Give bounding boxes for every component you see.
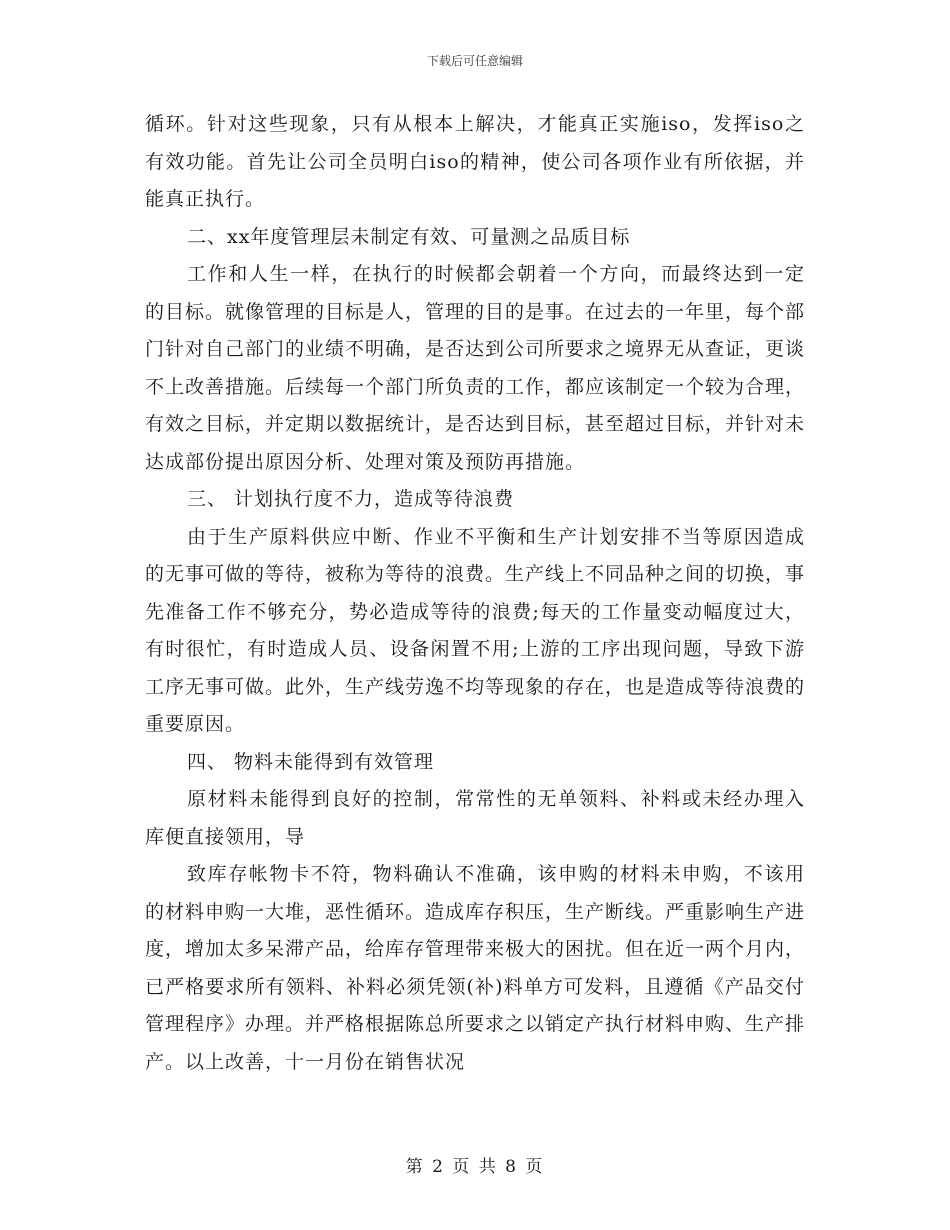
paragraph-continuation: 循环。针对这些现象，只有从根本上解决，才能真正实施iso，发挥iso之有效功能。首先让公司全员明白iso的精神，使公司各项作业有所依据，并能真正执行。 <box>145 113 805 210</box>
section-heading-2: 二、xx年度管理层未制定有效、可量测之品质目标 <box>187 225 631 248</box>
paragraph-waiting-waste: 由于生产原料供应中断、作业不平衡和生产计划安排不当等原因造成的无事可做的等待，被称为等待的浪费。生产线上不同品种之间的切换，事先准备工作不够充分，势必造成等待的浪费;每天的工作量变动幅度过大，有时很忙，有时造成人员、设备闲置不用;上游的工序出现问题，导致下游工序无事可做。此外，生产线劳逸不均等现象的存在，也是造成等待浪费的重要原因。 <box>145 525 806 735</box>
section-heading-4: 四、 物料未能得到有效管理 <box>187 750 435 773</box>
paragraph-inventory: 致库存帐物卡不符，物料确认不准确，该申购的材料未申购，不该用的材料申购一大堆，恶性循环。造成库存积压，生产断线。严重影响生产进度，增加太多呆滞产品，给库存管理带来极大的困扰。但在近一两个月内，已严格要求所有领料、补料必须凭领(补)料单方可发料，且遵循《产品交付管理程序》办理。并严格根据陈总所要求之以销定产执行材料申购、生产排产。以上改善，十一月份在销售状况 <box>145 863 806 1073</box>
section-heading-3: 三、 计划执行度不力，造成等待浪费 <box>187 488 515 510</box>
page-header-note: 下载后可任意编辑 <box>426 54 523 68</box>
document-body <box>145 106 805 1081</box>
page-number: 第 2 页 共 8 页 <box>405 1157 545 1177</box>
paragraph-material-control: 原材料未能得到良好的控制，常常性的无单领料、补料或未经办理入库便直接领用，导 <box>145 788 805 848</box>
paragraph-quality-goals: 工作和人生一样，在执行的时候都会朝着一个方向，而最终达到一定的目标。就像管理的目标是人，管理的目的是事。在过去的一年里，每个部门针对自己部门的业绩不明确，是否达到公司所要求之境界无从查证，更谈不上改善措施。后续每一个部门所负责的工作，都应该制定一个较为合理，有效之目标，并定期以数据统计，是否达到目标，甚至超过目标，并针对未达成部份提出原因分析、处理对策及预防再措施。 <box>145 263 806 473</box>
